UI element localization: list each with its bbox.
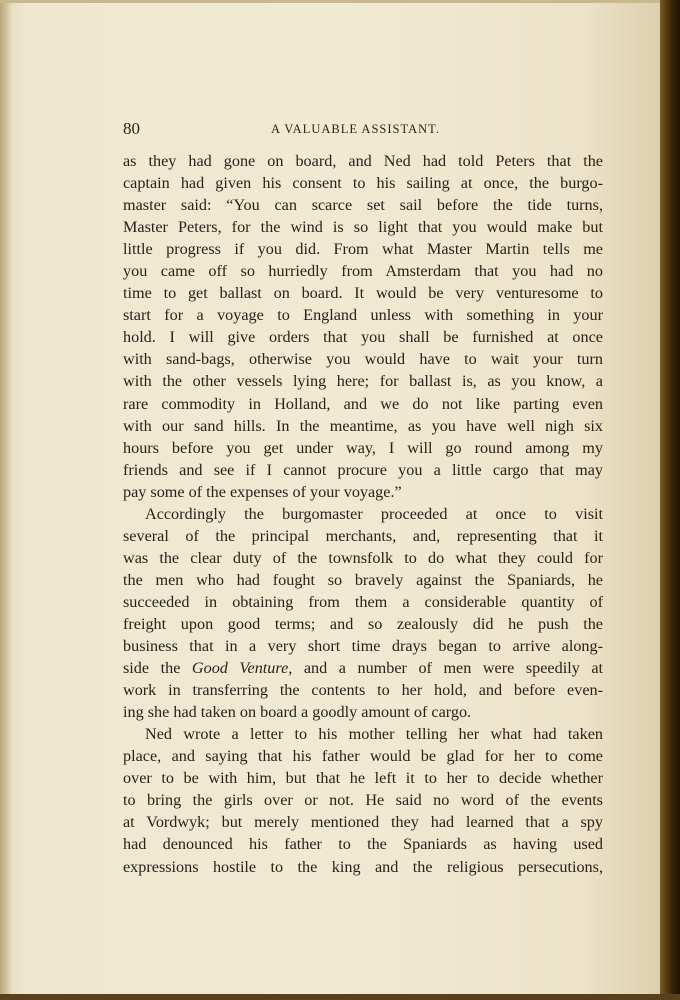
text-line: with sand-bags, otherwise you would have to wait your turn: [123, 350, 603, 369]
text-line: Accordingly the burgomaster proceeded at once to visit: [145, 504, 603, 523]
text-line: over to be with him, but that he left it to her to decide whether: [123, 769, 603, 788]
text-line: to bring the girls over or not. He said no word of the events: [123, 791, 603, 810]
body-text: [123, 150, 603, 878]
text-line: rare commodity in Holland, and we do not like parting even: [123, 394, 603, 413]
text-line: Master Peters, for the wind is so light that you would make but: [123, 218, 603, 237]
text-line: time to get ballast on board. It would be very venturesome to: [123, 284, 603, 303]
text-line-with-ship-name: [123, 657, 603, 679]
text-line: with our sand hills. In the meantime, as you have well nigh six: [123, 416, 603, 435]
text-line: business that in a very short time drays began to arrive along-: [123, 637, 603, 656]
text-line: start for a voyage to England unless with something in your: [123, 306, 603, 325]
text-line: had denounced his father to the Spaniards as having used: [123, 835, 603, 854]
book-edge-bottom: [0, 994, 680, 1000]
ship-name: Good Venture,: [191, 659, 293, 678]
text-line: Ned wrote a letter to his mother telling her what had taken: [145, 725, 603, 744]
text-line: captain had given his consent to his sailing at once, the burgo-: [123, 174, 603, 193]
text-line: ing she had taken on board a goodly amount of cargo.: [123, 703, 472, 722]
text-line: expressions hostile to the king and the religious persecutions,: [123, 857, 603, 876]
text-line: was the clear duty of the townsfolk to do what they could for: [123, 548, 603, 567]
page-header: [123, 119, 603, 141]
text-fragment: side the: [123, 659, 192, 678]
text-line: hours before you get under way, I will go round among my: [123, 438, 603, 457]
text-line: little progress if you did. From what Master Martin tells me: [123, 240, 603, 259]
text-line: at Vordwyk; but merely mentioned they had learned that a spy: [123, 813, 603, 832]
text-line: as they had gone on board, and Ned had told Peters that the: [123, 152, 603, 170]
text-line: work in transferring the contents to her hold, and before even-: [123, 681, 603, 700]
text-line: the men who had fought so bravely against the Spaniards, he: [123, 570, 603, 589]
running-title: A VALUABLE ASSISTANT.: [271, 122, 440, 136]
text-line: place, and saying that his father would be glad for her to come: [123, 747, 603, 766]
text-line: with the other vessels lying here; for ballast is, as you know, a: [123, 372, 603, 391]
text-fragment: and a number of men were speedily at: [292, 659, 604, 678]
text-line: succeeded in obtaining from them a considerable quantity of: [123, 592, 603, 611]
text-line: hold. I will give orders that you shall be furnished at once: [123, 328, 603, 347]
text-line: several of the principal merchants, and, representing that it: [123, 526, 603, 545]
text-line: you came off so hurriedly from Amsterdam that you had no: [123, 262, 603, 281]
text-line: friends and see if I cannot procure you a little cargo that may: [123, 460, 603, 479]
page-number: 80: [123, 119, 140, 138]
book-edge: [660, 0, 680, 1000]
text-line: master said: “You can scarce set sail before the tide turns,: [123, 196, 603, 215]
text-line: freight upon good terms; and so zealously did he push the: [123, 614, 603, 633]
text-line: pay some of the expenses of your voyage.”: [123, 482, 402, 501]
